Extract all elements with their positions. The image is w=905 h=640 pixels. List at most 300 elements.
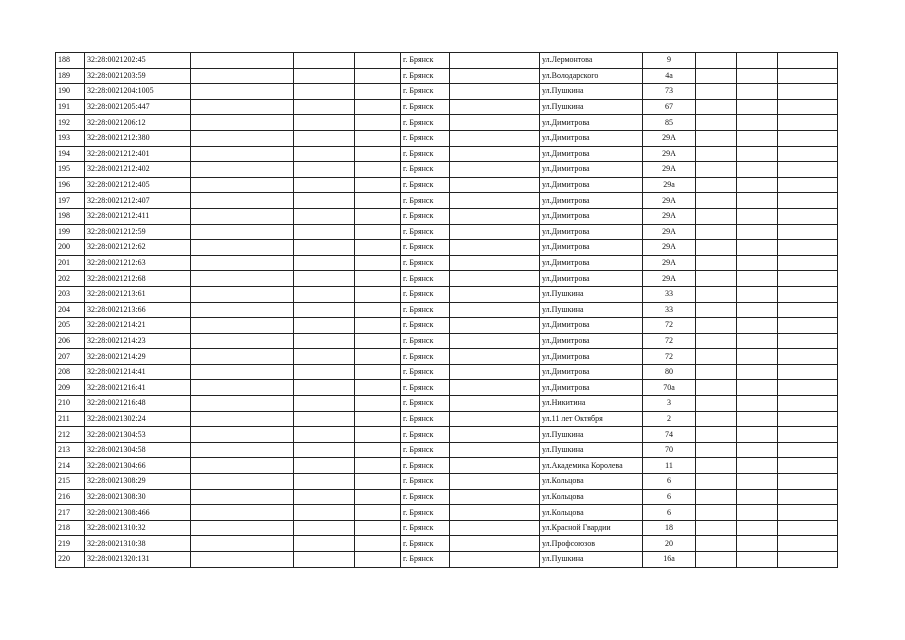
street-cell: ул.11 лет Октября <box>540 411 643 427</box>
empty-cell <box>696 318 737 334</box>
row-number-cell: 206 <box>56 333 85 349</box>
empty-cell <box>191 130 294 146</box>
empty-cell <box>450 240 540 256</box>
row-number-cell: 210 <box>56 396 85 412</box>
city-cell: г. Брянск <box>401 286 450 302</box>
empty-cell <box>294 286 355 302</box>
empty-cell <box>450 536 540 552</box>
empty-cell <box>696 427 737 443</box>
house-number-cell: 74 <box>643 427 696 443</box>
empty-cell <box>778 162 838 178</box>
empty-cell <box>450 255 540 271</box>
empty-cell <box>355 53 401 69</box>
table-row <box>56 489 838 505</box>
empty-cell <box>737 396 778 412</box>
table-body <box>56 53 838 568</box>
empty-cell <box>450 318 540 334</box>
empty-cell <box>737 380 778 396</box>
row-number-cell: 209 <box>56 380 85 396</box>
cadastral-number-cell: 32:28:0021304:58 <box>85 442 191 458</box>
empty-cell <box>355 224 401 240</box>
table-row <box>56 364 838 380</box>
empty-cell <box>450 349 540 365</box>
empty-cell <box>294 396 355 412</box>
empty-cell <box>294 333 355 349</box>
empty-cell <box>355 84 401 100</box>
empty-cell <box>737 349 778 365</box>
cadastral-number-cell: 32:28:0021308:30 <box>85 489 191 505</box>
street-cell: ул.Красной Гвардии <box>540 520 643 536</box>
table-row <box>56 99 838 115</box>
empty-cell <box>450 333 540 349</box>
house-number-cell: 85 <box>643 115 696 131</box>
empty-cell <box>294 505 355 521</box>
city-cell: г. Брянск <box>401 130 450 146</box>
empty-cell <box>696 520 737 536</box>
empty-cell <box>355 115 401 131</box>
empty-cell <box>696 489 737 505</box>
empty-cell <box>737 536 778 552</box>
registry-table <box>55 52 838 568</box>
empty-cell <box>450 177 540 193</box>
empty-cell <box>778 505 838 521</box>
empty-cell <box>696 224 737 240</box>
empty-cell <box>737 84 778 100</box>
cadastral-number-cell: 32:28:0021214:41 <box>85 364 191 380</box>
empty-cell <box>450 474 540 490</box>
empty-cell <box>778 84 838 100</box>
row-number-cell: 207 <box>56 349 85 365</box>
city-cell: г. Брянск <box>401 240 450 256</box>
city-cell: г. Брянск <box>401 520 450 536</box>
cadastral-number-cell: 32:28:0021205:447 <box>85 99 191 115</box>
empty-cell <box>778 380 838 396</box>
empty-cell <box>294 271 355 287</box>
empty-cell <box>450 271 540 287</box>
empty-cell <box>696 84 737 100</box>
empty-cell <box>355 349 401 365</box>
cadastral-number-cell: 32:28:0021302:24 <box>85 411 191 427</box>
cadastral-number-cell: 32:28:0021212:380 <box>85 130 191 146</box>
empty-cell <box>294 53 355 69</box>
empty-cell <box>191 162 294 178</box>
empty-cell <box>191 333 294 349</box>
empty-cell <box>450 520 540 536</box>
empty-cell <box>778 364 838 380</box>
street-cell: ул.Пушкина <box>540 99 643 115</box>
empty-cell <box>294 536 355 552</box>
street-cell: ул.Димитрова <box>540 364 643 380</box>
empty-cell <box>450 458 540 474</box>
empty-cell <box>737 177 778 193</box>
house-number-cell: 29А <box>643 146 696 162</box>
empty-cell <box>778 520 838 536</box>
empty-cell <box>450 442 540 458</box>
house-number-cell: 80 <box>643 364 696 380</box>
empty-cell <box>294 240 355 256</box>
empty-cell <box>737 474 778 490</box>
empty-cell <box>191 99 294 115</box>
empty-cell <box>696 99 737 115</box>
empty-cell <box>737 224 778 240</box>
house-number-cell: 4а <box>643 68 696 84</box>
street-cell: ул.Димитрова <box>540 224 643 240</box>
empty-cell <box>737 520 778 536</box>
row-number-cell: 193 <box>56 130 85 146</box>
empty-cell <box>191 68 294 84</box>
row-number-cell: 192 <box>56 115 85 131</box>
cadastral-number-cell: 32:28:0021213:61 <box>85 286 191 302</box>
empty-cell <box>355 442 401 458</box>
empty-cell <box>191 146 294 162</box>
empty-cell <box>737 240 778 256</box>
empty-cell <box>737 162 778 178</box>
empty-cell <box>696 53 737 69</box>
empty-cell <box>737 427 778 443</box>
empty-cell <box>191 364 294 380</box>
empty-cell <box>355 68 401 84</box>
house-number-cell: 72 <box>643 333 696 349</box>
empty-cell <box>355 146 401 162</box>
empty-cell <box>778 318 838 334</box>
empty-cell <box>696 177 737 193</box>
cadastral-number-cell: 32:28:0021204:1005 <box>85 84 191 100</box>
house-number-cell: 29а <box>643 177 696 193</box>
empty-cell <box>191 255 294 271</box>
row-number-cell: 205 <box>56 318 85 334</box>
table-row <box>56 271 838 287</box>
empty-cell <box>355 130 401 146</box>
table-row <box>56 474 838 490</box>
row-number-cell: 201 <box>56 255 85 271</box>
empty-cell <box>696 255 737 271</box>
street-cell: ул.Димитрова <box>540 271 643 287</box>
row-number-cell: 215 <box>56 474 85 490</box>
cadastral-number-cell: 32:28:0021214:29 <box>85 349 191 365</box>
table-row <box>56 68 838 84</box>
empty-cell <box>355 380 401 396</box>
table-row <box>56 333 838 349</box>
empty-cell <box>778 255 838 271</box>
empty-cell <box>294 380 355 396</box>
table-row <box>56 442 838 458</box>
cadastral-number-cell: 32:28:0021216:41 <box>85 380 191 396</box>
empty-cell <box>294 489 355 505</box>
house-number-cell: 29А <box>643 271 696 287</box>
empty-cell <box>191 396 294 412</box>
city-cell: г. Брянск <box>401 146 450 162</box>
empty-cell <box>696 442 737 458</box>
empty-cell <box>450 115 540 131</box>
table-row <box>56 224 838 240</box>
table-row <box>56 380 838 396</box>
empty-cell <box>696 271 737 287</box>
cadastral-number-cell: 32:28:0021212:402 <box>85 162 191 178</box>
empty-cell <box>696 474 737 490</box>
empty-cell <box>778 208 838 224</box>
empty-cell <box>294 255 355 271</box>
empty-cell <box>778 99 838 115</box>
city-cell: г. Брянск <box>401 162 450 178</box>
city-cell: г. Брянск <box>401 302 450 318</box>
empty-cell <box>355 458 401 474</box>
empty-cell <box>191 411 294 427</box>
house-number-cell: 6 <box>643 489 696 505</box>
street-cell: ул.Димитрова <box>540 177 643 193</box>
empty-cell <box>355 333 401 349</box>
street-cell: ул.Димитрова <box>540 255 643 271</box>
empty-cell <box>737 271 778 287</box>
empty-cell <box>191 240 294 256</box>
city-cell: г. Брянск <box>401 193 450 209</box>
empty-cell <box>737 411 778 427</box>
empty-cell <box>450 162 540 178</box>
cadastral-number-cell: 32:28:0021212:405 <box>85 177 191 193</box>
row-number-cell: 216 <box>56 489 85 505</box>
empty-cell <box>191 302 294 318</box>
empty-cell <box>355 396 401 412</box>
street-cell: ул.Димитрова <box>540 333 643 349</box>
empty-cell <box>191 84 294 100</box>
street-cell: ул.Димитрова <box>540 146 643 162</box>
empty-cell <box>778 286 838 302</box>
street-cell: ул.Димитрова <box>540 130 643 146</box>
empty-cell <box>450 552 540 568</box>
cadastral-number-cell: 32:28:0021214:21 <box>85 318 191 334</box>
house-number-cell: 72 <box>643 318 696 334</box>
empty-cell <box>696 162 737 178</box>
row-number-cell: 189 <box>56 68 85 84</box>
empty-cell <box>778 442 838 458</box>
table-row <box>56 536 838 552</box>
city-cell: г. Брянск <box>401 84 450 100</box>
city-cell: г. Брянск <box>401 255 450 271</box>
cadastral-number-cell: 32:28:0021213:66 <box>85 302 191 318</box>
street-cell: ул.Пушкина <box>540 84 643 100</box>
row-number-cell: 219 <box>56 536 85 552</box>
empty-cell <box>294 130 355 146</box>
empty-cell <box>355 271 401 287</box>
empty-cell <box>355 474 401 490</box>
empty-cell <box>294 146 355 162</box>
empty-cell <box>778 240 838 256</box>
street-cell: ул.Пушкина <box>540 427 643 443</box>
house-number-cell: 29А <box>643 208 696 224</box>
house-number-cell: 29А <box>643 162 696 178</box>
empty-cell <box>696 364 737 380</box>
city-cell: г. Брянск <box>401 349 450 365</box>
empty-cell <box>450 130 540 146</box>
empty-cell <box>191 208 294 224</box>
cadastral-number-cell: 32:28:0021212:59 <box>85 224 191 240</box>
city-cell: г. Брянск <box>401 333 450 349</box>
empty-cell <box>696 552 737 568</box>
empty-cell <box>737 333 778 349</box>
city-cell: г. Брянск <box>401 380 450 396</box>
city-cell: г. Брянск <box>401 536 450 552</box>
empty-cell <box>778 349 838 365</box>
row-number-cell: 197 <box>56 193 85 209</box>
empty-cell <box>450 411 540 427</box>
row-number-cell: 220 <box>56 552 85 568</box>
table-row <box>56 162 838 178</box>
empty-cell <box>778 115 838 131</box>
table-row <box>56 302 838 318</box>
empty-cell <box>355 240 401 256</box>
street-cell: ул.Димитрова <box>540 115 643 131</box>
house-number-cell: 70 <box>643 442 696 458</box>
empty-cell <box>450 224 540 240</box>
empty-cell <box>778 130 838 146</box>
empty-cell <box>696 380 737 396</box>
cadastral-number-cell: 32:28:0021214:23 <box>85 333 191 349</box>
row-number-cell: 200 <box>56 240 85 256</box>
street-cell: ул.Пушкина <box>540 286 643 302</box>
cadastral-number-cell: 32:28:0021212:68 <box>85 271 191 287</box>
empty-cell <box>696 333 737 349</box>
empty-cell <box>294 474 355 490</box>
empty-cell <box>778 411 838 427</box>
house-number-cell: 33 <box>643 286 696 302</box>
street-cell: ул.Димитрова <box>540 240 643 256</box>
house-number-cell: 20 <box>643 536 696 552</box>
empty-cell <box>191 427 294 443</box>
empty-cell <box>737 99 778 115</box>
cadastral-number-cell: 32:28:0021320:131 <box>85 552 191 568</box>
empty-cell <box>737 364 778 380</box>
table-row <box>56 115 838 131</box>
empty-cell <box>294 99 355 115</box>
empty-cell <box>450 53 540 69</box>
table-row <box>56 240 838 256</box>
row-number-cell: 199 <box>56 224 85 240</box>
empty-cell <box>191 536 294 552</box>
house-number-cell: 16а <box>643 552 696 568</box>
row-number-cell: 195 <box>56 162 85 178</box>
empty-cell <box>696 505 737 521</box>
empty-cell <box>294 318 355 334</box>
table-row <box>56 505 838 521</box>
table-row <box>56 130 838 146</box>
empty-cell <box>294 68 355 84</box>
empty-cell <box>294 364 355 380</box>
empty-cell <box>355 505 401 521</box>
city-cell: г. Брянск <box>401 99 450 115</box>
empty-cell <box>737 193 778 209</box>
table-row <box>56 193 838 209</box>
street-cell: ул.Димитрова <box>540 208 643 224</box>
street-cell: ул.Димитрова <box>540 349 643 365</box>
empty-cell <box>355 162 401 178</box>
empty-cell <box>191 458 294 474</box>
house-number-cell: 29А <box>643 255 696 271</box>
row-number-cell: 213 <box>56 442 85 458</box>
empty-cell <box>778 536 838 552</box>
row-number-cell: 190 <box>56 84 85 100</box>
cadastral-number-cell: 32:28:0021308:29 <box>85 474 191 490</box>
empty-cell <box>294 520 355 536</box>
city-cell: г. Брянск <box>401 474 450 490</box>
city-cell: г. Брянск <box>401 115 450 131</box>
street-cell: ул.Кольцова <box>540 474 643 490</box>
empty-cell <box>778 458 838 474</box>
empty-cell <box>294 349 355 365</box>
empty-cell <box>778 489 838 505</box>
empty-cell <box>450 364 540 380</box>
empty-cell <box>355 520 401 536</box>
empty-cell <box>294 193 355 209</box>
street-cell: ул.Никитина <box>540 396 643 412</box>
empty-cell <box>737 255 778 271</box>
house-number-cell: 3 <box>643 396 696 412</box>
empty-cell <box>696 115 737 131</box>
house-number-cell: 9 <box>643 53 696 69</box>
street-cell: ул.Лермонтова <box>540 53 643 69</box>
empty-cell <box>778 177 838 193</box>
empty-cell <box>191 442 294 458</box>
street-cell: ул.Пушкина <box>540 442 643 458</box>
empty-cell <box>294 552 355 568</box>
empty-cell <box>191 271 294 287</box>
empty-cell <box>737 130 778 146</box>
cadastral-number-cell: 32:28:0021212:407 <box>85 193 191 209</box>
empty-cell <box>355 411 401 427</box>
house-number-cell: 11 <box>643 458 696 474</box>
empty-cell <box>696 302 737 318</box>
cadastral-number-cell: 32:28:0021310:38 <box>85 536 191 552</box>
city-cell: г. Брянск <box>401 364 450 380</box>
table-row <box>56 84 838 100</box>
house-number-cell: 29А <box>643 193 696 209</box>
empty-cell <box>355 193 401 209</box>
empty-cell <box>696 146 737 162</box>
empty-cell <box>737 146 778 162</box>
empty-cell <box>191 380 294 396</box>
street-cell: ул.Димитрова <box>540 162 643 178</box>
table-row <box>56 349 838 365</box>
empty-cell <box>450 208 540 224</box>
street-cell: ул.Димитрова <box>540 380 643 396</box>
empty-cell <box>191 115 294 131</box>
house-number-cell: 29А <box>643 130 696 146</box>
empty-cell <box>355 255 401 271</box>
city-cell: г. Брянск <box>401 552 450 568</box>
row-number-cell: 191 <box>56 99 85 115</box>
cadastral-number-cell: 32:28:0021310:32 <box>85 520 191 536</box>
empty-cell <box>737 489 778 505</box>
cadastral-number-cell: 32:28:0021216:48 <box>85 396 191 412</box>
house-number-cell: 29А <box>643 224 696 240</box>
empty-cell <box>696 349 737 365</box>
empty-cell <box>450 380 540 396</box>
house-number-cell: 6 <box>643 474 696 490</box>
street-cell: ул.Кольцова <box>540 505 643 521</box>
house-number-cell: 29А <box>643 240 696 256</box>
empty-cell <box>737 53 778 69</box>
cadastral-number-cell: 32:28:0021212:411 <box>85 208 191 224</box>
empty-cell <box>294 442 355 458</box>
document-sheet <box>55 52 838 568</box>
house-number-cell: 33 <box>643 302 696 318</box>
row-number-cell: 208 <box>56 364 85 380</box>
table-row <box>56 458 838 474</box>
empty-cell <box>778 193 838 209</box>
empty-cell <box>778 333 838 349</box>
empty-cell <box>191 318 294 334</box>
empty-cell <box>737 442 778 458</box>
empty-cell <box>191 177 294 193</box>
empty-cell <box>191 520 294 536</box>
